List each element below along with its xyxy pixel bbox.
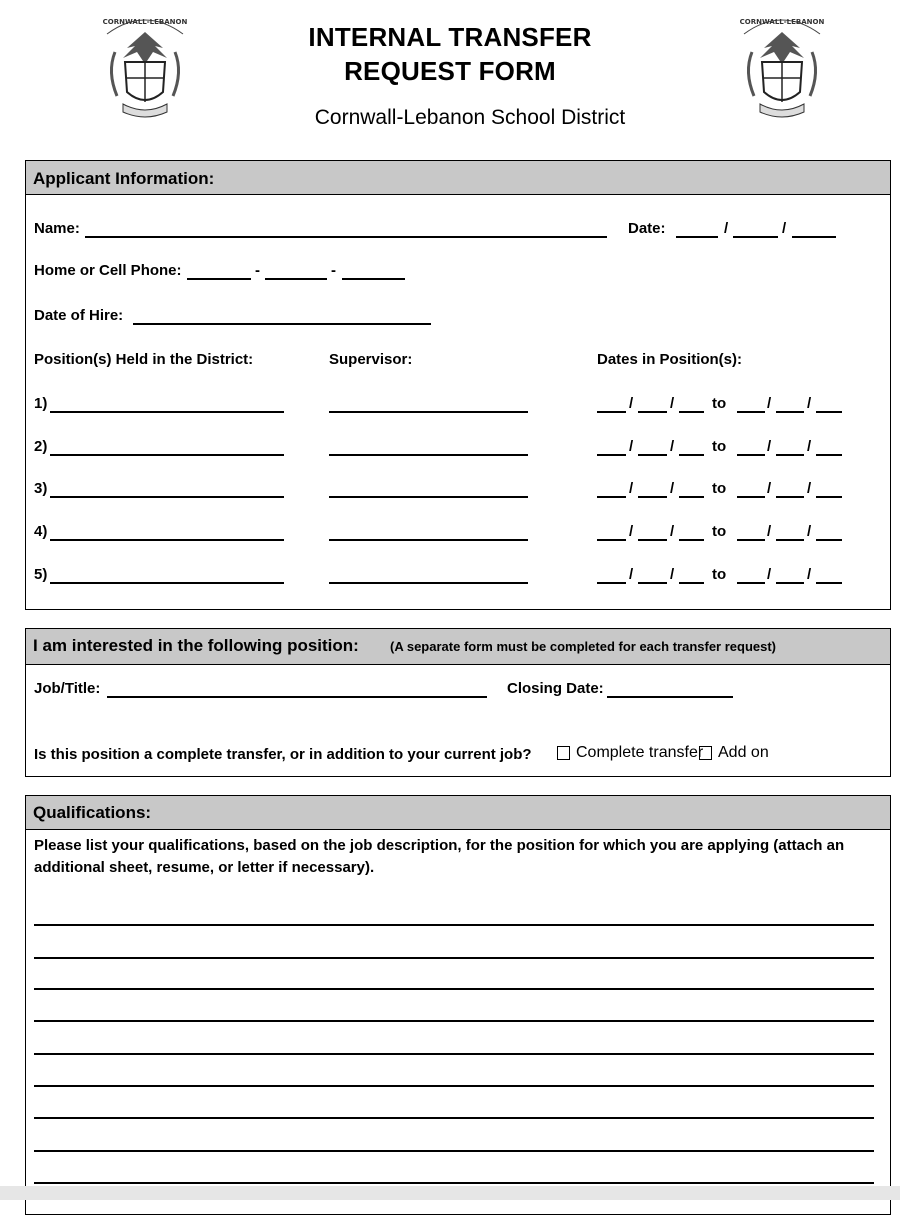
end-day-field[interactable] <box>776 454 804 456</box>
form-title-line1: INTERNAL TRANSFER <box>308 22 592 52</box>
closing-date-label: Closing Date: <box>507 680 604 697</box>
applicant-header-bar <box>26 161 890 195</box>
start-month-field[interactable] <box>597 539 626 541</box>
start-day-field[interactable] <box>638 496 667 498</box>
date-slash: / <box>629 395 634 412</box>
qualifications-instructions-line2: additional sheet, resume, or letter if necessary). <box>34 859 375 876</box>
qualifications-answer-line[interactable] <box>34 1150 874 1152</box>
date-slash: / <box>629 566 634 583</box>
date-slash: / <box>629 438 634 455</box>
qualifications-answer-line[interactable] <box>34 1117 874 1119</box>
date-label: Date: <box>628 220 666 237</box>
phone-label: Home or Cell Phone: <box>34 262 182 279</box>
phone-area-field[interactable] <box>187 278 251 280</box>
position-field[interactable] <box>50 454 284 456</box>
start-day-field[interactable] <box>638 539 667 541</box>
applicant-section <box>25 160 891 610</box>
start-year-field[interactable] <box>679 582 704 584</box>
interest-note: (A separate form must be completed for each transfer request) <box>390 639 777 654</box>
end-month-field[interactable] <box>737 411 765 413</box>
qualifications-header-bar <box>26 796 890 830</box>
to-label: to <box>712 438 727 455</box>
end-month-field[interactable] <box>737 582 765 584</box>
start-month-field[interactable] <box>597 411 626 413</box>
hire-date-field[interactable] <box>133 323 431 325</box>
date-slash: / <box>767 566 772 583</box>
to-label: to <box>712 523 727 540</box>
row-number: 2) <box>34 438 48 455</box>
supervisor-field[interactable] <box>329 411 528 413</box>
viewer-bottom-bar <box>0 1186 900 1200</box>
end-day-field[interactable] <box>776 582 804 584</box>
start-month-field[interactable] <box>597 496 626 498</box>
row-number: 3) <box>34 480 48 497</box>
applicant-header: Applicant Information: <box>33 169 215 188</box>
phone-prefix-field[interactable] <box>265 278 327 280</box>
date-slash: / <box>670 395 675 412</box>
date-slash: / <box>807 523 812 540</box>
svg-text:CORNWALL-LEBANON: CORNWALL-LEBANON <box>739 18 825 26</box>
date-year-field[interactable] <box>792 236 836 238</box>
qualifications-answer-line[interactable] <box>34 1085 874 1087</box>
supervisor-field[interactable] <box>329 582 528 584</box>
to-label: to <box>712 566 727 583</box>
job-title-label: Job/Title: <box>34 680 101 697</box>
svg-text:CORNWALL-LEBANON: CORNWALL-LEBANON <box>102 18 188 26</box>
supervisor-column-header: Supervisor: <box>329 351 413 368</box>
end-day-field[interactable] <box>776 539 804 541</box>
supervisor-field[interactable] <box>329 539 528 541</box>
add-on-label: Add on <box>718 744 769 761</box>
district-name: Cornwall-Lebanon School District <box>314 106 626 129</box>
qualifications-answer-line[interactable] <box>34 1053 874 1055</box>
date-slash: / <box>767 438 772 455</box>
row-number: 1) <box>34 395 48 412</box>
date-slash: / <box>629 523 634 540</box>
phone-line-field[interactable] <box>342 278 405 280</box>
date-slash: / <box>807 566 812 583</box>
supervisor-field[interactable] <box>329 454 528 456</box>
date-slash-1: / <box>724 220 729 237</box>
position-field[interactable] <box>50 582 284 584</box>
start-year-field[interactable] <box>679 539 704 541</box>
date-slash: / <box>629 480 634 497</box>
hire-date-label: Date of Hire: <box>34 307 124 324</box>
date-slash-2: / <box>782 220 787 237</box>
date-slash: / <box>767 523 772 540</box>
end-year-field[interactable] <box>816 539 842 541</box>
date-slash: / <box>670 523 675 540</box>
phone-dash-2: - <box>331 262 336 279</box>
supervisor-field[interactable] <box>329 496 528 498</box>
qualifications-header: Qualifications: <box>33 803 152 822</box>
qualifications-answer-line[interactable] <box>34 988 874 990</box>
date-slash: / <box>807 480 812 497</box>
qualifications-section <box>25 795 891 1215</box>
date-slash: / <box>807 438 812 455</box>
end-year-field[interactable] <box>816 582 842 584</box>
qualifications-answer-line[interactable] <box>34 924 874 926</box>
start-year-field[interactable] <box>679 454 704 456</box>
to-label: to <box>712 395 727 412</box>
end-year-field[interactable] <box>816 454 842 456</box>
form-title-line2: REQUEST FORM <box>344 56 556 86</box>
start-year-field[interactable] <box>679 496 704 498</box>
name-field[interactable] <box>85 236 607 238</box>
row-number: 5) <box>34 566 48 583</box>
positions-column-header: Position(s) Held in the District: <box>34 351 254 368</box>
end-month-field[interactable] <box>737 496 765 498</box>
date-slash: / <box>670 438 675 455</box>
end-year-field[interactable] <box>816 411 842 413</box>
qualifications-instructions-line1: Please list your qualifications, based on the job description, for the position for which you are applying (attach an <box>34 837 845 854</box>
to-label: to <box>712 480 727 497</box>
date-slash: / <box>670 566 675 583</box>
end-day-field[interactable] <box>776 496 804 498</box>
name-label: Name: <box>34 220 80 237</box>
date-slash: / <box>767 395 772 412</box>
date-slash: / <box>767 480 772 497</box>
end-month-field[interactable] <box>737 539 765 541</box>
start-year-field[interactable] <box>679 411 704 413</box>
end-month-field[interactable] <box>737 454 765 456</box>
date-slash: / <box>807 395 812 412</box>
date-day-field[interactable] <box>733 236 778 238</box>
start-month-field[interactable] <box>597 582 626 584</box>
qualifications-answer-line[interactable] <box>34 957 874 959</box>
qualifications-answer-line[interactable] <box>34 1182 874 1184</box>
complete-transfer-checkbox[interactable] <box>557 746 570 760</box>
position-field[interactable] <box>50 539 284 541</box>
interest-header: I am interested in the following position: <box>33 636 359 655</box>
start-month-field[interactable] <box>597 454 626 456</box>
start-day-field[interactable] <box>638 454 667 456</box>
qualifications-answer-line[interactable] <box>34 1020 874 1022</box>
end-year-field[interactable] <box>816 496 842 498</box>
phone-dash-1: - <box>255 262 260 279</box>
transfer-type-question: Is this position a complete transfer, or in addition to your current job? <box>34 746 532 763</box>
position-field[interactable] <box>50 496 284 498</box>
position-field[interactable] <box>50 411 284 413</box>
start-day-field[interactable] <box>638 411 667 413</box>
complete-transfer-label: Complete transfer <box>576 744 704 761</box>
job-title-field[interactable] <box>107 696 487 698</box>
dates-column-header: Dates in Position(s): <box>597 351 743 368</box>
start-day-field[interactable] <box>638 582 667 584</box>
add-on-checkbox[interactable] <box>699 746 712 760</box>
date-month-field[interactable] <box>676 236 718 238</box>
date-slash: / <box>670 480 675 497</box>
end-day-field[interactable] <box>776 411 804 413</box>
interest-header-bar <box>26 629 890 665</box>
closing-date-field[interactable] <box>607 696 733 698</box>
row-number: 4) <box>34 523 48 540</box>
